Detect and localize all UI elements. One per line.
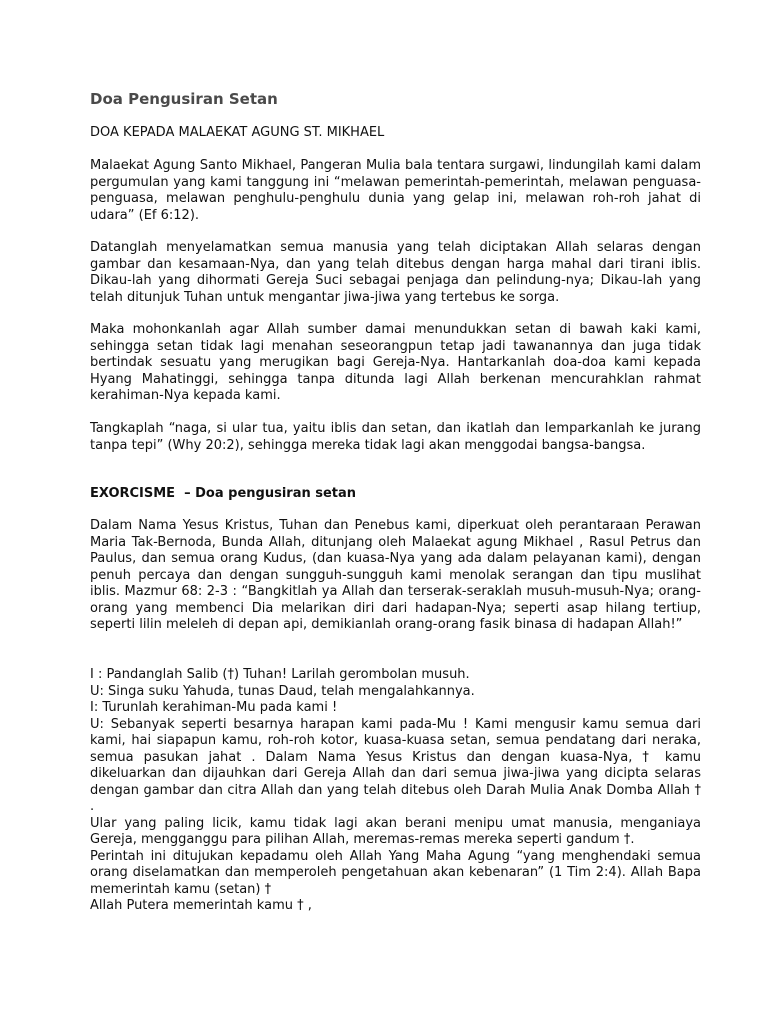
paragraph: Malaekat Agung Santo Mikhael, Pangeran Mulia bala tentara surgawi, lindungilah kami dalam pergumulan yang kami tanggung ini “melawan pemerintah-pemerintah, melawan penguasa-penguasa, melawan penghulu-penghulu dunia yang gelap ini, melawan roh-roh jahat di udara” (Ef 6:12). xyxy=(90,158,701,223)
prayer-heading: DOA KEPADA MALAEKAT AGUNG ST. MIKHAEL xyxy=(90,125,385,140)
litany-line: I: Turunlah kerahiman-Mu pada kami ! xyxy=(90,700,338,715)
litany-line: Allah Putera memerintah kamu † , xyxy=(90,898,312,913)
litany-line: Ular yang paling licik, kamu tidak lagi akan berani menipu umat manusia, menganiaya Gereja, mengganggu para pilihan Allah, meremas-remas mereka seperti gandum †. xyxy=(90,815,701,847)
litany-line: U: Singa suku Yahuda, tunas Daud, telah mengalahkannya. xyxy=(90,683,475,699)
paragraph: Maka mohonkanlah agar Allah sumber damai menundukkan setan di bawah kaki kami, sehingga setan tidak lagi menahan seseorangpun tetap jadi tawanannya dan juga tidak bertindak sesuatu yang merugikan bagi Gereja-Nya. Hantarkanlah doa-doa kami kepada Hyang Mahatinggi, sehingga tanpa ditunda lagi Allah berkenan mencurahklan rahmat kerahiman-Nya kepada kami. xyxy=(90,322,701,403)
paragraph: Datanglah menyelamatkan semua manusia yang telah diciptakan Allah selaras dengan gambar dan kesamaan-Nya, dan yang telah ditebus dengan harga mahal dari tirani iblis. Dikau-lah yang dihormati Gereja Suci sebagai penjaga dan pelindung-nya; Dikau-lah yang telah ditunjuk Tuhan untuk mengantar jiwa-jiwa yang tertebus ke sorga. xyxy=(90,240,701,305)
paragraph: Tangkaplah “naga, si ular tua, yaitu iblis dan setan, dan ikatlah dan lemparkanlah ke jurang tanpa tepi” (Why 20:2), sehingga mereka tidak lagi akan menggodai bangsa-bangsa. xyxy=(90,421,701,453)
exorcism-intro: Dalam Nama Yesus Kristus, Tuhan dan Penebus kami, diperkuat oleh perantaraan Perawan Maria Tak-Bernoda, Bunda Allah, ditunjang oleh Malaekat agung Mikhael , Rasul Petrus dan Paulus, dan semua orang Kudus, (dan kuasa-Nya yang ada dalam pelayanan kami), dengan penuh percaya dan dengan sungguh-sungguh kami menolak serangan dan tipu muslihat iblis. Mazmur 68: 2-3 : “Bangkitlah ya Allah dan terserak-seraklah musuh-musuh-Nya; orang-orang yang membenci Dia melarikan diri dari hadapan-Nya; seperti asap hilang tertiup, seperti lilin meleleh di depan api, demikianlah orang-orang fasik binasa di hadapan Allah!” xyxy=(90,518,701,632)
document-page xyxy=(90,0,701,1024)
document-title: Doa Pengusiran Setan xyxy=(90,90,278,108)
litany-line: U: Sebanyak seperti besarnya harapan kami pada-Mu ! Kami mengusir kamu semua dari kami, hai siapapun kamu, roh-roh kotor, kuasa-kuasa setan, semua pendatang dari neraka, semua pasukan jahat . Dalam Nama Yesus Kristus dan dengan kuasa-Nya, † kamu dikeluarkan dan dijauhkan dari Gereja Allah dan dari semua jiwa-jiwa yang dicipta selaras dengan gambar dan citra Allah dan yang telah ditebus oleh Darah Mulia Anak Domba Allah † . xyxy=(90,716,701,814)
litany-line: Perintah ini ditujukan kepadamu oleh Allah Yang Maha Agung “yang menghendaki semua orang diselamatkan dan memperoleh pengetahuan akan kebenaran” (1 Tim 2:4). Allah Bapa memerintah kamu (setan) † xyxy=(90,848,701,897)
litany xyxy=(90,667,701,915)
litany-line: I : Pandanglah Salib (†) Tuhan! Larilah gerombolan musuh. xyxy=(90,667,470,682)
exorcism-heading: EXORCISME – Doa pengusiran setan xyxy=(90,486,357,501)
